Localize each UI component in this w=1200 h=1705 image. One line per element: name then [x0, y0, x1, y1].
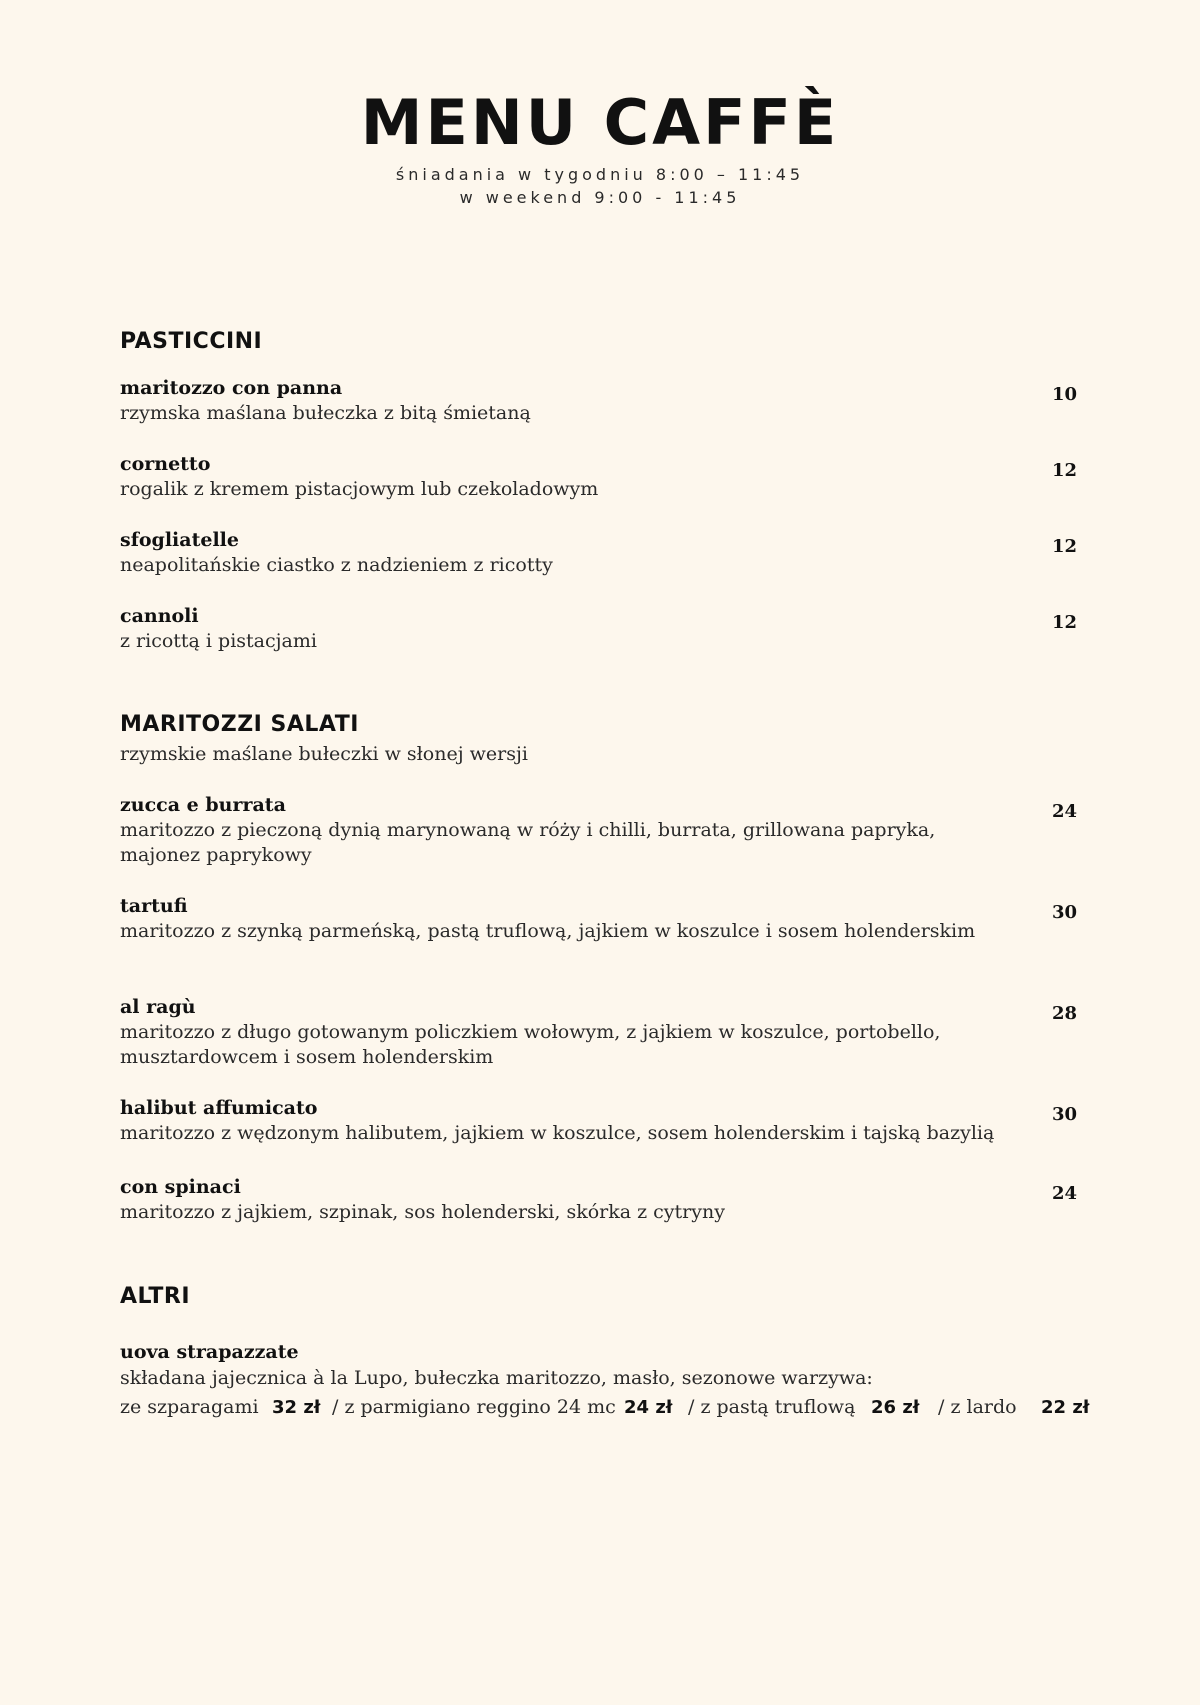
variant-price: 32 zł: [272, 1397, 321, 1418]
section-subtitle: rzymskie maślane bułeczki w słonej wersji: [120, 743, 528, 765]
item-name: tartufi: [120, 895, 188, 917]
menu-item: [120, 1175, 1080, 1225]
item-price: 24: [1051, 801, 1077, 822]
item-name: uova strapazzate: [120, 1341, 299, 1363]
item-description: maritozzo z długo gotowanym policzkiem wołowym, z jajkiem w koszulce, portobello, musztardowcem i sosem holenderskim: [120, 1021, 941, 1068]
item-name: halibut affumicato: [120, 1097, 318, 1119]
variant-price: 26 zł: [871, 1397, 920, 1418]
item-description: z ricottą i pistacjami: [120, 630, 317, 652]
variant-label: / z lardo: [938, 1396, 1017, 1418]
menu-item: [120, 894, 1080, 944]
item-price: 30: [1051, 902, 1077, 923]
item-price: 12: [1051, 460, 1077, 481]
item-description: rzymska maślana bułeczka z bitą śmietaną: [120, 402, 531, 424]
item-name: con spinaci: [120, 1176, 241, 1198]
variant-price: 22 zł: [1041, 1397, 1090, 1418]
section-title-altri: ALTRI: [120, 1284, 191, 1309]
item-price: 28: [1051, 1003, 1077, 1024]
item-price: 24: [1051, 1183, 1077, 1204]
item-description: maritozzo z wędzonym halibutem, jajkiem w koszulce, sosem holenderskim i tajską bazylią: [120, 1122, 995, 1144]
menu-item: [120, 452, 1080, 502]
item-description: maritozzo z jajkiem, szpinak, sos holenderski, skórka z cytryny: [120, 1201, 725, 1223]
menu-item: [120, 604, 1080, 654]
item-name: al ragù: [120, 996, 196, 1018]
item-price: 12: [1051, 612, 1077, 633]
menu-item: [120, 1096, 1080, 1146]
item-name: zucca e burrata: [120, 794, 286, 816]
menu-title: MENU CAFFÈ: [360, 86, 840, 159]
variant-price: 24 zł: [624, 1397, 673, 1418]
item-name: sfogliatelle: [120, 529, 239, 551]
item-description: maritozzo z pieczoną dynią marynowaną w róży i chilli, burrata, grillowana papryka, majonez paprykowy: [120, 819, 936, 866]
menu-item: [120, 995, 1080, 1070]
menu-item-uova: [120, 1339, 1110, 1422]
item-name: cornetto: [120, 453, 211, 475]
item-price: 10: [1051, 384, 1077, 405]
item-description: rogalik z kremem pistacjowym lub czekoladowym: [120, 478, 599, 500]
variant-label: ze szparagami: [120, 1396, 259, 1418]
variant-list: [120, 1392, 1110, 1422]
item-description: maritozzo z szynką parmeńską, pastą truflową, jajkiem w koszulce i sosem holenderskim: [120, 920, 976, 942]
hours-weekend: w weekend 9:00 - 11:45: [459, 188, 741, 207]
item-price: 12: [1051, 536, 1077, 557]
item-name: cannoli: [120, 605, 199, 627]
section-title-maritozzi-salati: MARITOZZI SALATI: [120, 712, 359, 737]
menu-item: [120, 376, 1080, 426]
item-price: 30: [1051, 1104, 1077, 1125]
variant-label: / z parmigiano reggino 24 mc: [332, 1396, 616, 1418]
section-title-pasticcini: PASTICCINI: [120, 329, 263, 354]
hours-weekday: śniadania w tygodniu 8:00 – 11:45: [395, 165, 805, 184]
variant-label: / z pastą truflową: [688, 1396, 856, 1418]
item-description: neapolitańskie ciastko z nadzieniem z ricotty: [120, 554, 553, 576]
item-description: składana jajecznica à la Lupo, bułeczka maritozzo, masło, sezonowe warzywa:: [120, 1367, 873, 1389]
menu-item: [120, 528, 1080, 578]
item-name: maritozzo con panna: [120, 377, 343, 399]
menu-item: [120, 793, 1080, 868]
